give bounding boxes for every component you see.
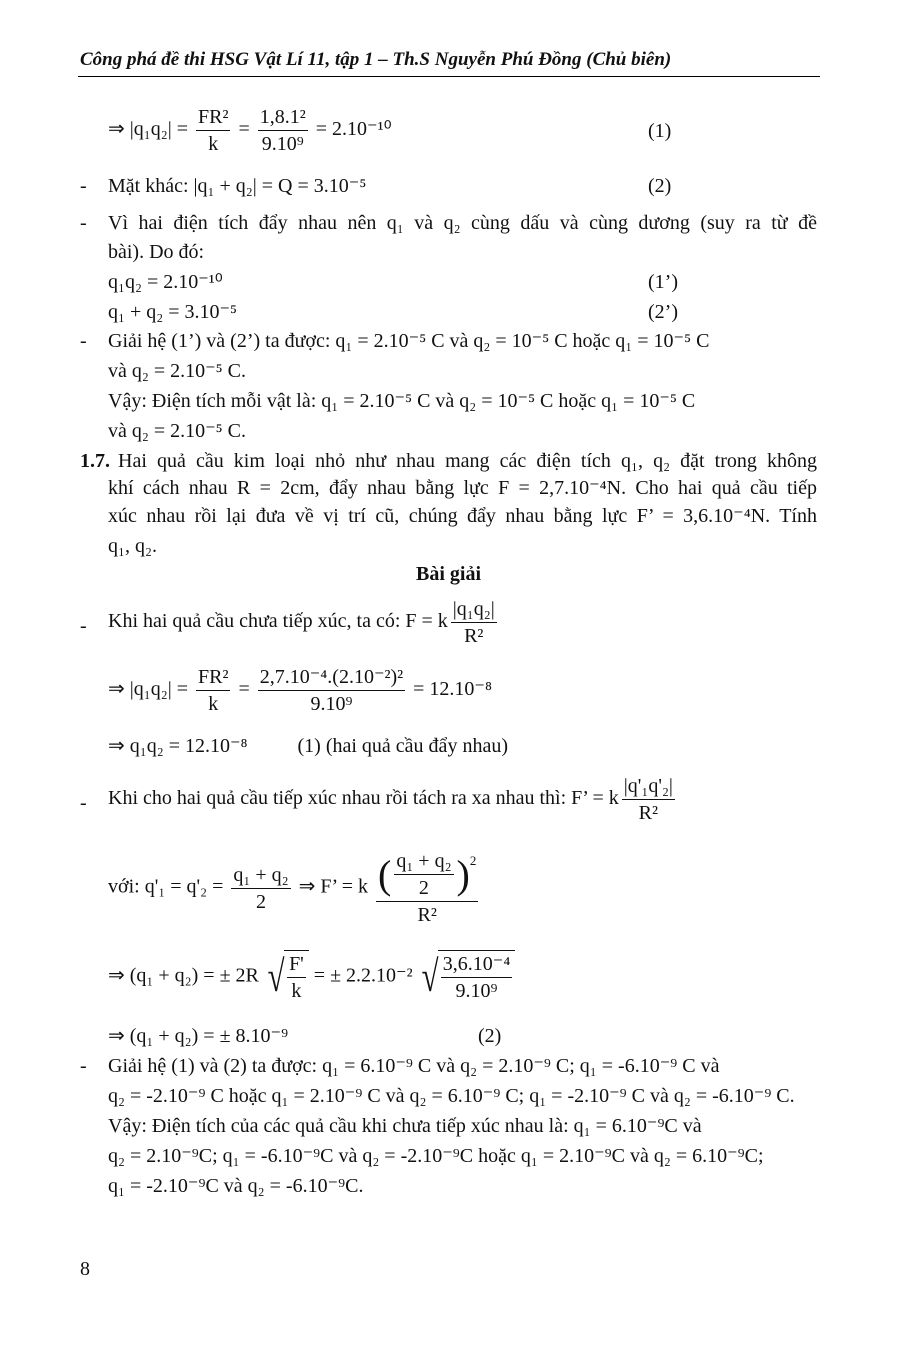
- solution-step-2: ⇒ |q₁q₂| = $\frac{\text{FR²}}{k}$ = $\frac{\text{2,7.10⁻⁴.(2.10⁻²)²}}{\text{9.10⁹}}$ = 12.10⁻⁸: [108, 666, 492, 715]
- running-header: Công phá đề thi HSG Vật Lí 11, tập 1 – Th.S Nguyễn Phú Đồng (Chủ biên): [80, 49, 672, 70]
- page-number: 8: [80, 1258, 90, 1280]
- text-line: và q₂ = 2.10⁻⁵ C.: [108, 420, 246, 442]
- solution-title: Bài giải: [415, 563, 481, 585]
- problem-line: khí cách nhau R = 2cm, đẩy nhau bằng lực F = 2,7.10⁻⁴N. Cho hai quả cầu tiếp: [108, 477, 817, 499]
- fraction: $\frac{\text{1,8.1²}}{\text{9.10⁹}}$: [259, 106, 306, 155]
- solution-step-4: Khi cho hai quả cầu tiếp xúc nhau rồi tách ra xa nhau thì: F’ = k $\frac{\text{|q'₁q'₂|}}{\text{R²}}$: [108, 775, 673, 824]
- text-line: Vậy: Điện tích của các quả cầu khi chưa tiếp xúc nhau là: q₁ = 6.10⁻⁹C và: [108, 1115, 702, 1137]
- square-root: √ $\frac{F'}{k}$: [264, 950, 309, 1004]
- text-line: Giải hệ (1’) và (2’) ta được: q₁ = 2.10⁻⁵ C và q₂ = 10⁻⁵ C hoặc q₁ = 10⁻⁵ C: [108, 330, 710, 352]
- equation: q₁ + q₂ = 3.10⁻⁵: [108, 301, 238, 323]
- solution-step-7: ⇒ (q₁ + q₂) = ± 8.10⁻⁹: [108, 1025, 289, 1047]
- header-rule: [78, 76, 820, 77]
- bullet: -: [80, 175, 87, 197]
- text-line: q₂ = 2.10⁻⁹C; q₁ = -6.10⁻⁹C và q₂ = -2.10⁻⁹C hoặc q₁ = 2.10⁻⁹C và q₂ = 6.10⁻⁹C;: [108, 1145, 764, 1167]
- solution-step-3: ⇒ q₁q₂ = 12.10⁻⁸ (1) (hai quả cầu đẩy nhau): [108, 735, 508, 757]
- text-line: q₁ = -2.10⁻⁹C và q₂ = -6.10⁻⁹C.: [108, 1175, 364, 1197]
- square-root: √ $\frac{\text{3,6.10⁻⁴}}{\text{9.10⁹}}$: [418, 950, 516, 1004]
- eq-tag: (2): [478, 1025, 502, 1047]
- text-line: q₂ = -2.10⁻⁹ C hoặc q₁ = 2.10⁻⁹ C và q₂ = 6.10⁻⁹ C; q₁ = -2.10⁻⁹ C và q₂ = -6.10⁻⁹ C.: [108, 1085, 795, 1107]
- eq-lhs: ⇒ |q₁q₂| =: [108, 118, 188, 141]
- text-line: bài). Do đó:: [108, 241, 205, 263]
- text-line: Vậy: Điện tích mỗi vật là: q₁ = 2.10⁻⁵ C và q₂ = 10⁻⁵ C hoặc q₁ = 10⁻⁵ C: [108, 390, 696, 412]
- text-line: Mặt khác: |q₁ + q₂| = Q = 3.10⁻⁵: [108, 175, 367, 197]
- problem-line: Hai quả cầu kim loại nhỏ như nhau mang các điện tích q₁, q₂ đặt trong không: [118, 450, 817, 472]
- solution-step-6: ⇒ (q₁ + q₂) = ± 2R √ $\frac{F'}{k}$ = ± 2.2.10⁻² √ $\frac{\text{3,6.10⁻⁴}}{\text{9.10⁹}}$: [108, 950, 515, 1004]
- equation-1: ⇒ |q₁q₂| = $\frac{\text{FR²}}{k}$ = $\frac{\text{1,8.1²}}{\text{9.10⁹}}$ = 2.10⁻¹⁰: [108, 106, 392, 155]
- solution-step-1: Khi hai quả cầu chưa tiếp xúc, ta có: F = k $\frac{\text{|q₁q₂|}}{\text{R²}}$: [108, 598, 495, 647]
- document-page: Công phá đề thi HSG Vật Lí 11, tập 1 – Th.S Nguyễn Phú Đồng (Chủ biên) ⇒ |q₁q₂| = $\frac{\text{FR²}}{k}$ = $\frac{\text{1,8.1²}}{\text{9.10⁹}}$ = 2.10⁻¹⁰ (1) - Mặt khác: |q₁ + q₂| = Q = 3.10⁻⁵ (2) - Vì hai điện tích đẩy nhau nên q₁ và q₂ cùng dấu và cùng dương (suy ra từ đề bài). Do đó: q₁q₂ = 2.10⁻¹⁰ (1’) q₁ + q₂ = 3.10⁻⁵ (2’) - Giải hệ (1’) và (2’) ta được: q₁ = 2.10⁻⁵ C và q₂ = 10⁻⁵ C hoặc q₁ = 10⁻⁵ C và q₂ = 2.10⁻⁵ C. Vậy: Điện tích mỗi vật là: q₁ = 2.10⁻⁵ C và q₂ = 10⁻⁵ C hoặc q₁ = 10⁻⁵ C và q₂ = 2.10⁻⁵ C. 1.7. Hai quả cầu kim loại nhỏ như nhau mang các điện tích q₁, q₂ đặt trong không khí cách nhau R = 2cm, đẩy nhau bằng lực F = 2,7.10⁻⁴N. Cho hai quả cầu tiếp xúc nhau rồi lại đưa về vị trí cũ, chúng đẩy nhau bằng lực F’ = 3,6.10⁻⁴N. Tính q₁, q₂. Bài giải - Khi hai quả cầu chưa tiếp xúc, ta có: F = k $\frac{\text{|q₁q₂|}}{\text{R²}}$ ⇒ |q₁q₂| = $\frac{\text{FR²}}{k}$ = $\frac{\text{2,7.10⁻⁴.(2.10⁻²)²}}{\text{9.10⁹}}$ = 12.10⁻⁸ ⇒ q₁q₂ = 12.10⁻⁸ (1) (hai quả cầu đẩy nhau) - Khi cho hai quả cầu tiếp xúc nhau rồi tách ra xa nhau thì: F’ = k $\frac{\text{|q'₁q'₂|}}{\text{R²}}$ với: q'₁ = q'₂ = $\frac{\text{q₁ + q₂}}{2}$ ⇒ F’ = k ( $\frac{\text{q₁ + q₂}}{2}$ ) $^2$ R² ⇒ (q₁ + q₂) = ± 2R √ $\frac{F'}{k}$ = ± 2.2.10⁻² √ $\frac{\text{3,6.10⁻⁴}}{\text{9.10⁹}}$ ⇒ (q₁ + q₂) = ± 8.10⁻⁹ (2) - Giải hệ (1) và (2) ta được: q₁ = 6.10⁻⁹ C và q₂ = 2.10⁻⁹ C; q₁ = -6.10⁻⁹ C và q₂ = -2.10⁻⁹ C hoặc q₁ = 2.10⁻⁹ C và q₂ = 6.10⁻⁹ C; q₁ = -2.10⁻⁹ C và q₂ = -6.10⁻⁹ C. Vậy: Điện tích của các quả cầu khi chưa tiếp xúc nhau là: q₁ = 6.10⁻⁹C và q₂ = 2.10⁻⁹C; q₁ = -6.10⁻⁹C và q₂ = -2.10⁻⁹C hoặc q₁ = 2.10⁻⁹C và q₂ = 6.10⁻⁹C; q₁ = -2.10⁻⁹C và q₂ = -6.10⁻⁹C. 8: [0, 0, 897, 1349]
- eq-tag: (2’): [648, 301, 678, 323]
- text-line: Vì hai điện tích đẩy nhau nên q₁ và q₂ cùng dấu và cùng dương (suy ra từ đề: [108, 212, 817, 234]
- problem-line: q₁, q₂.: [108, 535, 157, 557]
- equation: q₁q₂ = 2.10⁻¹⁰: [108, 271, 223, 293]
- solution-step-5: với: q'₁ = q'₂ = $\frac{\text{q₁ + q₂}}{2}$ ⇒ F’ = k ( $\frac{\text{q₁ + q₂}}{2}$ ) $^2$ R²: [108, 850, 477, 926]
- fraction: $\frac{\text{FR²}}{k}$: [198, 106, 229, 155]
- eq-tag: (1): [648, 120, 672, 142]
- text-line: Giải hệ (1) và (2) ta được: q₁ = 6.10⁻⁹ C và q₂ = 2.10⁻⁹ C; q₁ = -6.10⁻⁹ C và: [108, 1055, 720, 1077]
- eq-tag: (2): [648, 175, 672, 197]
- problem-line: xúc nhau rồi lại đưa về vị trí cũ, chúng đẩy nhau bằng lực F’ = 3,6.10⁻⁴N. Tính: [108, 505, 817, 527]
- text-line: và q₂ = 2.10⁻⁵ C.: [108, 360, 246, 382]
- eq-tag: (1’): [648, 271, 678, 293]
- problem-number: 1.7.: [80, 450, 110, 472]
